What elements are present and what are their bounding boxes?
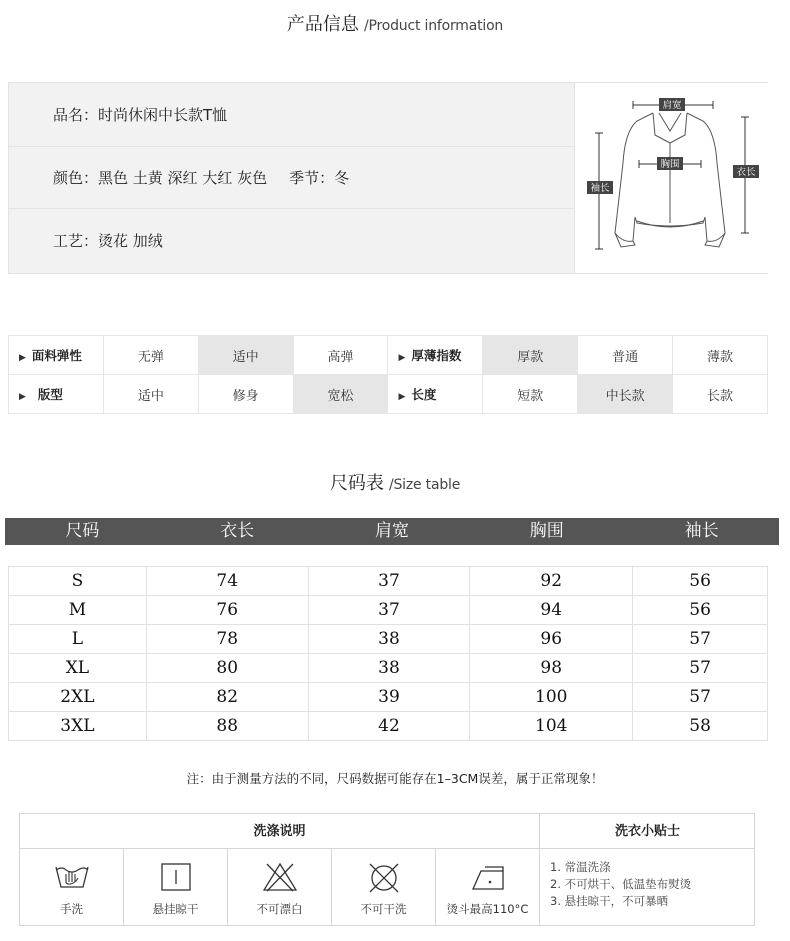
jacket-outline-icon	[575, 83, 769, 273]
table-row	[9, 654, 768, 683]
attribute-row	[9, 375, 768, 414]
attribute-header: ▶ 厚薄指数	[388, 336, 483, 375]
size-cell: S	[9, 567, 147, 596]
craft-label: 工艺：	[53, 232, 99, 250]
table-row	[9, 596, 768, 625]
chest-cell: 100	[470, 683, 633, 712]
triangle-icon: ▶	[398, 392, 406, 402]
attribute-option: 适中	[103, 375, 198, 414]
length-cell: 78	[146, 625, 308, 654]
length-cell: 88	[146, 712, 308, 741]
attribute-option-selected: 厚款	[483, 336, 578, 375]
attribute-option: 修身	[198, 375, 293, 414]
sleeve-cell: 56	[633, 596, 768, 625]
sleeve-cell: 57	[633, 625, 768, 654]
product-color-row	[9, 146, 574, 209]
measurement-note: 注：由于测量方法的不同，尺码数据可能存在1–3CM误差，属于正常现象！	[186, 771, 604, 786]
craft-value: 烫花 加绒	[98, 232, 163, 250]
sleeve-label: 袖长	[590, 183, 610, 194]
chest-cell: 96	[470, 625, 633, 654]
size-table-header	[5, 518, 779, 545]
wash-item: 悬挂晾干	[124, 849, 228, 926]
product-name-value: 时尚休闲中长款T恤	[98, 106, 228, 124]
attribute-option: 薄款	[673, 336, 768, 375]
shoulder-label: 肩宽	[662, 100, 682, 111]
shoulder-cell: 38	[308, 625, 470, 654]
shoulder-cell: 37	[308, 567, 470, 596]
shoulder-cell: 37	[308, 596, 470, 625]
sleeve-cell: 57	[633, 654, 768, 683]
size-header-cell: 胸围	[529, 521, 564, 541]
length-cell: 76	[146, 596, 308, 625]
table-row	[9, 625, 768, 654]
color-value: 黑色 土黄 深红 大红 灰色	[98, 169, 268, 187]
season-label: 季节：	[289, 169, 335, 187]
size-table	[8, 566, 768, 741]
washing-instructions	[19, 813, 755, 926]
sleeve-cell: 57	[633, 683, 768, 712]
length-label: 衣长	[736, 167, 756, 178]
shoulder-cell: 38	[308, 654, 470, 683]
attribute-option-selected: 宽松	[293, 375, 388, 414]
size-header-cell: 肩宽	[374, 521, 409, 541]
wash-tip: 2. 不可烘干、低温垫布熨烫	[550, 877, 692, 891]
triangle-icon: ▶	[19, 392, 26, 402]
length-cell: 80	[146, 654, 308, 683]
season-value: 冬	[334, 169, 350, 187]
table-row	[9, 683, 768, 712]
size-cell: XL	[9, 654, 147, 683]
wash-item: 烫斗最高110°C	[436, 849, 540, 926]
product-craft-row	[9, 209, 574, 272]
iron-icon	[467, 861, 509, 893]
size-cell: L	[9, 625, 147, 654]
size-header-cell: 尺码	[65, 521, 100, 541]
chest-cell: 94	[470, 596, 633, 625]
attribute-option: 无弹	[103, 336, 198, 375]
wash-tips	[540, 849, 755, 926]
length-cell: 74	[146, 567, 308, 596]
triangle-icon: ▶	[398, 353, 406, 363]
wash-item: 不可漂白	[228, 849, 332, 926]
attribute-option: 普通	[578, 336, 673, 375]
chest-cell: 92	[470, 567, 633, 596]
chest-label: 胸围	[660, 159, 680, 170]
sleeve-cell: 56	[633, 567, 768, 596]
wash-tips-title: 洗衣小贴士	[540, 814, 755, 849]
attribute-row	[9, 336, 768, 375]
table-row	[9, 712, 768, 741]
chest-cell: 98	[470, 654, 633, 683]
hand-wash-icon	[52, 861, 92, 893]
chest-cell: 104	[470, 712, 633, 741]
wash-title: 洗涤说明	[20, 814, 540, 849]
wash-item: 手洗	[20, 849, 124, 926]
attribute-header: ▶ 版型	[9, 375, 104, 414]
attribute-header: ▶ 面料弹性	[9, 336, 104, 375]
color-label: 颜色：	[53, 169, 99, 187]
size-header-cell: 袖长	[684, 521, 719, 541]
wash-tip: 3. 悬挂晾干，不可暴晒	[550, 894, 669, 908]
attribute-option: 长款	[673, 375, 768, 414]
hang-dry-icon	[159, 861, 193, 893]
product-name-label: 品名：	[53, 106, 99, 124]
size-cell: 3XL	[9, 712, 147, 741]
wash-item: 不可干洗	[332, 849, 436, 926]
shoulder-cell: 39	[308, 683, 470, 712]
size-cell: 2XL	[9, 683, 147, 712]
sleeve-cell: 58	[633, 712, 768, 741]
no-dry-clean-icon	[366, 861, 402, 895]
length-cell: 82	[146, 683, 308, 712]
attribute-option-selected: 适中	[198, 336, 293, 375]
shoulder-cell: 42	[308, 712, 470, 741]
table-row	[9, 567, 768, 596]
attribute-option-selected: 中长款	[578, 375, 673, 414]
no-bleach-icon	[261, 861, 299, 893]
garment-measurement-diagram	[574, 83, 768, 273]
attribute-table	[8, 335, 768, 414]
attribute-option: 高弹	[293, 336, 388, 375]
size-header-cell: 衣长	[220, 521, 255, 541]
product-info-title: 产品信息 /Product information	[286, 14, 504, 35]
product-name-row	[9, 83, 574, 146]
triangle-icon: ▶	[19, 353, 26, 363]
attribute-option: 短款	[483, 375, 578, 414]
wash-tip: 1. 常温洗涤	[550, 860, 611, 874]
size-cell: M	[9, 596, 147, 625]
product-info-box	[8, 82, 768, 274]
attribute-header: ▶ 长度	[388, 375, 483, 414]
size-table-title: 尺码表 /Size table	[329, 473, 461, 494]
